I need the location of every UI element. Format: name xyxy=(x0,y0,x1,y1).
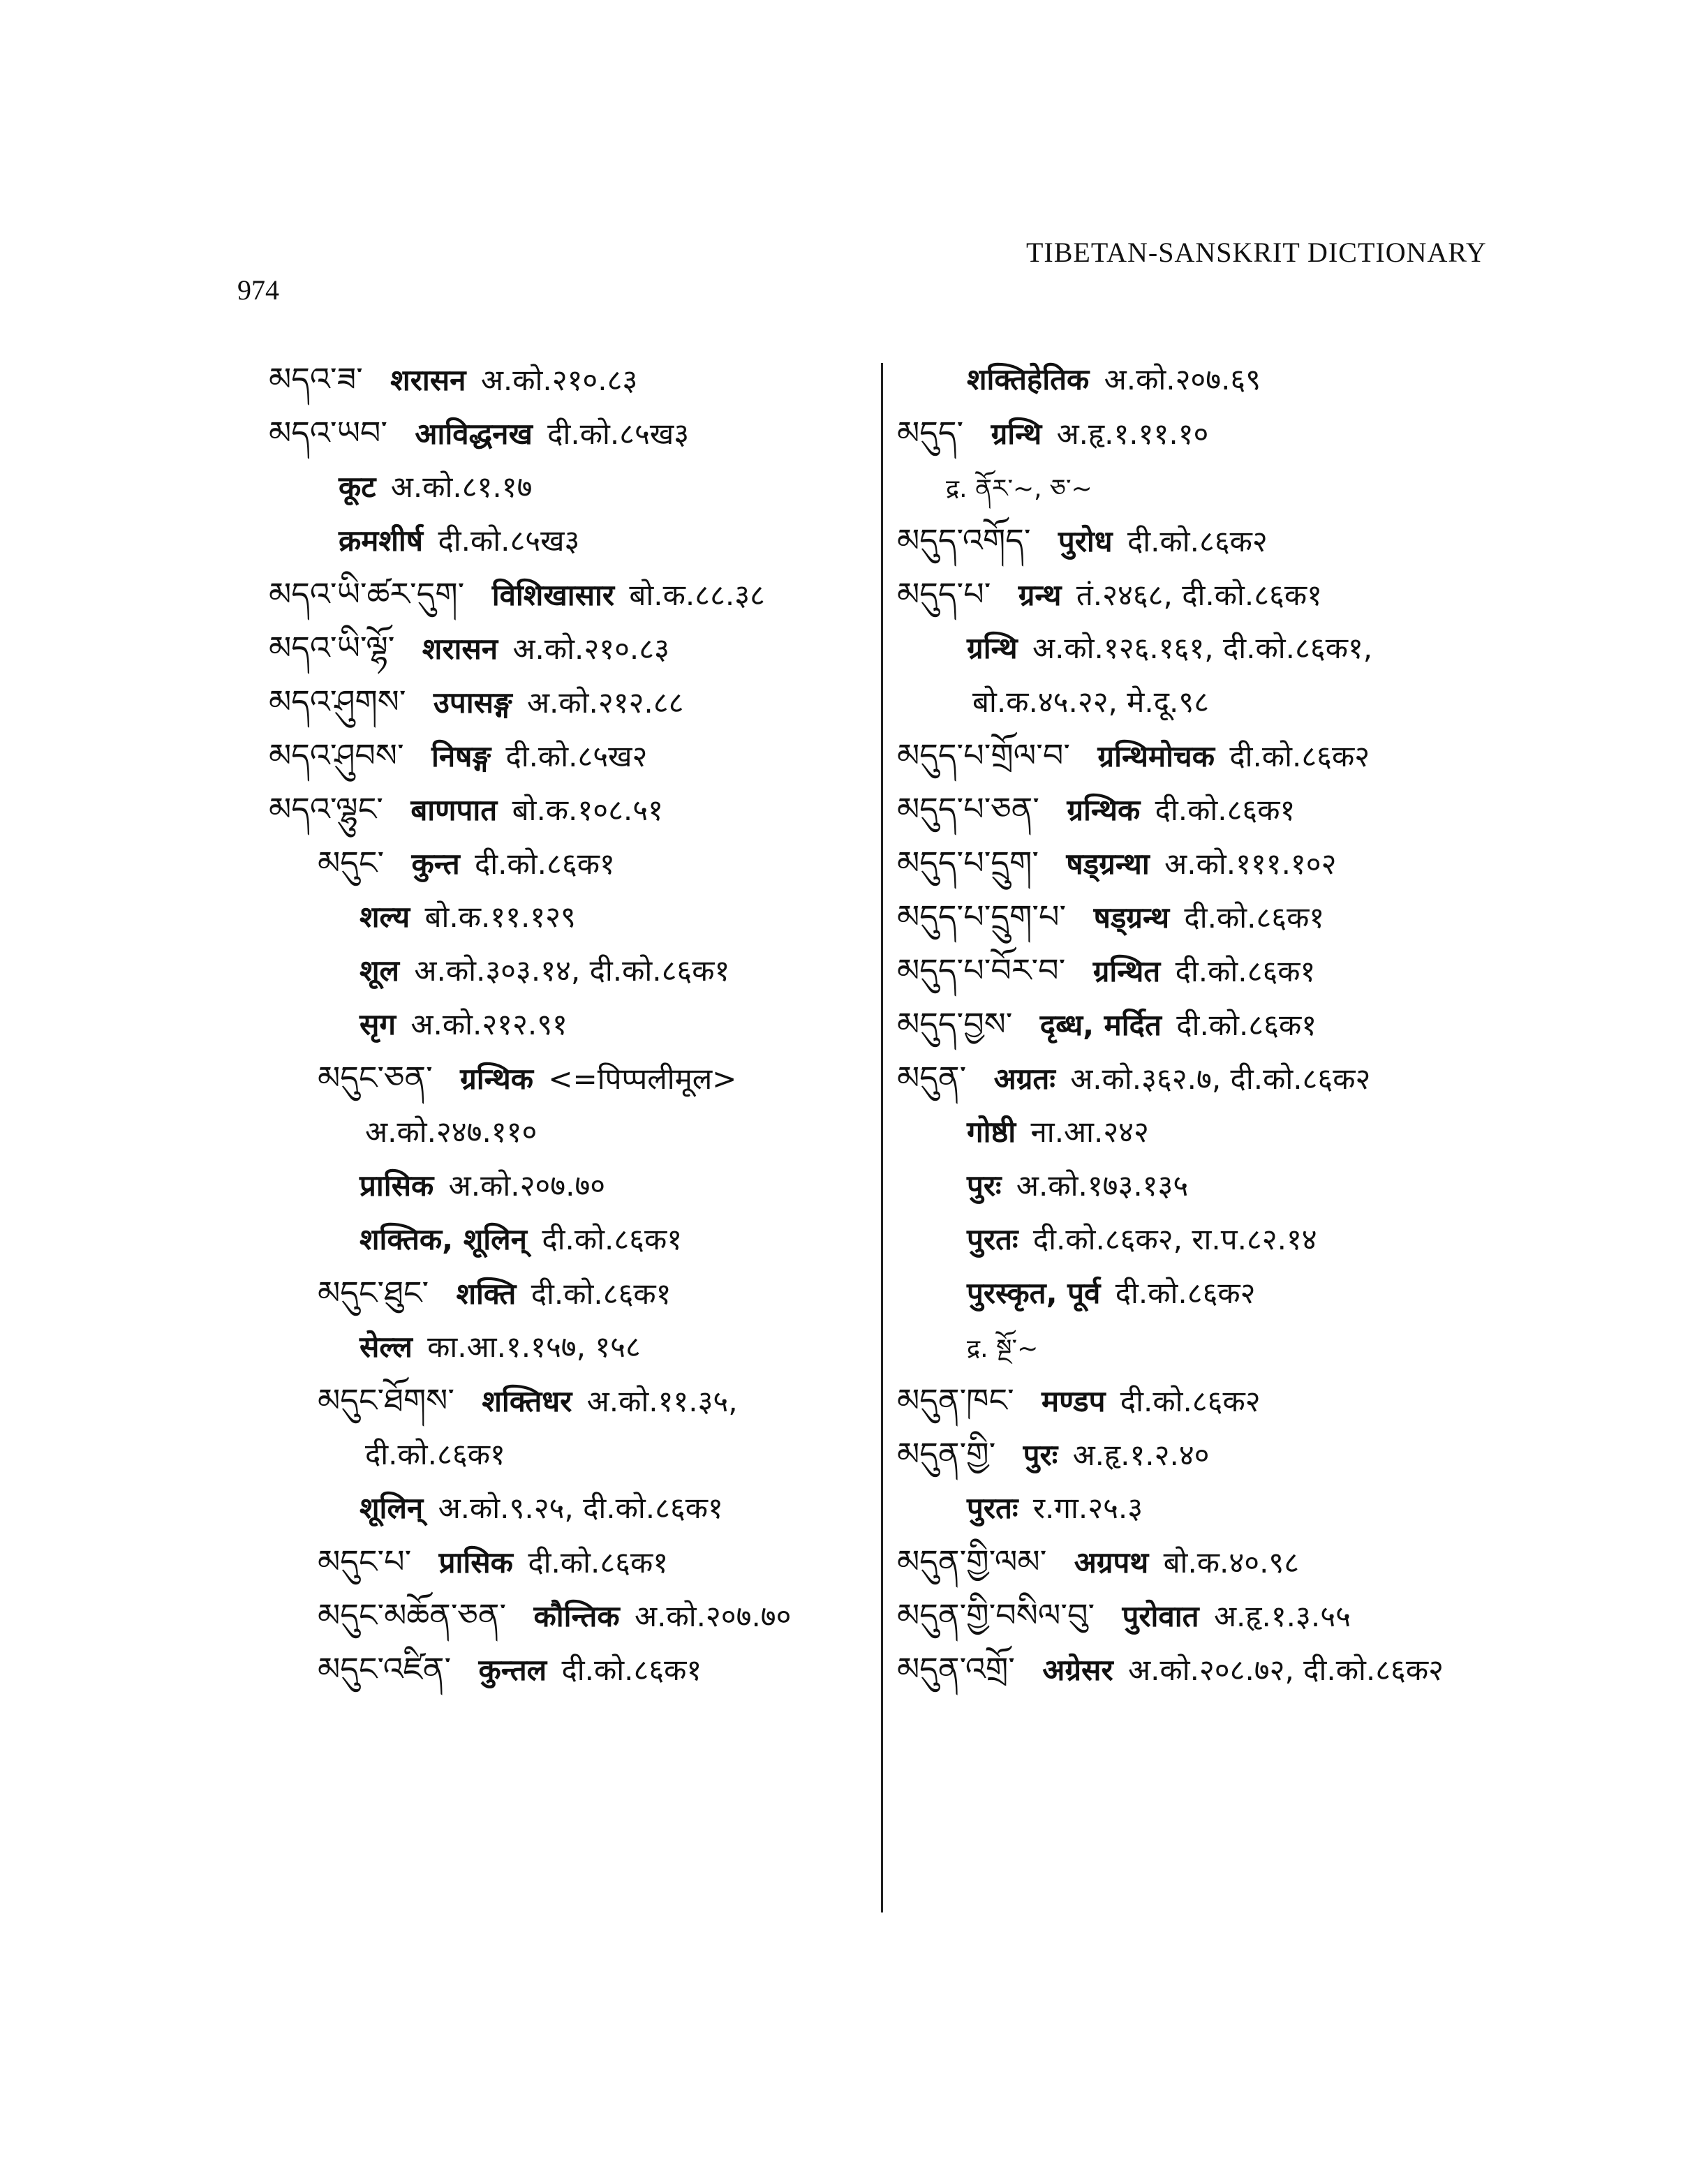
dictionary-entry-line xyxy=(269,1481,869,1535)
sanskrit-equivalent: पुरतः xyxy=(967,1491,1018,1525)
tibetan-headword: མདའ་ཡབ་ xyxy=(269,414,388,452)
tibetan-headword: མདུང་ཐུང་ xyxy=(318,1274,429,1312)
tibetan-headword: མདའ་ཤུབས་ xyxy=(269,736,404,774)
dictionary-entry-line xyxy=(269,621,869,675)
sanskrit-equivalent: प्रासिक xyxy=(438,1545,513,1580)
source-reference: अ.को.१७३.१३५ xyxy=(1016,1168,1189,1203)
tibetan-headword: མདུན་གྱི་བསིལ་བུ་ xyxy=(897,1596,1095,1634)
source-reference: अ.को.१११.१०२ xyxy=(1164,847,1337,881)
source-reference: दी.को.८५ख२ xyxy=(505,739,648,773)
source-reference: दी.को.८६क१ xyxy=(475,847,615,881)
source-reference: अ.को.२०७.७० xyxy=(635,1599,792,1633)
dictionary-entry-line xyxy=(897,406,1553,460)
sanskrit-equivalent: षड्ग्रन्था xyxy=(1066,847,1150,881)
dictionary-entry-line xyxy=(897,1320,1553,1374)
source-reference: तं.२४६८, दी.को.८६क१ xyxy=(1076,578,1322,612)
tibetan-headword: མདུན་འགྲོ་ xyxy=(897,1650,1015,1688)
tibetan-headword: མདུད་ xyxy=(897,414,964,452)
source-reference: <=पिप्पलीमूल> xyxy=(548,1062,737,1096)
source-reference: बो.क.८८.३८ xyxy=(629,578,765,612)
sanskrit-equivalent: निषङ्ग xyxy=(431,739,491,773)
sanskrit-equivalent: पुरः xyxy=(1023,1438,1058,1472)
dictionary-entry-line xyxy=(897,1266,1553,1320)
source-reference: अ.को.२०८.७२, दी.को.८६क२ xyxy=(1128,1653,1444,1687)
sanskrit-equivalent: ग्रन्थिक xyxy=(460,1062,533,1096)
dictionary-entry-line xyxy=(269,1266,869,1320)
dictionary-entry-line xyxy=(897,836,1553,890)
tibetan-headword: མདུད་པ་གྲོལ་བ་ xyxy=(897,736,1071,774)
sanskrit-equivalent: कूट xyxy=(339,470,376,504)
dictionary-entry-line xyxy=(897,352,1553,406)
source-reference: दी.को.८६क२, रा.प.८२.१४ xyxy=(1032,1222,1317,1256)
tibetan-headword: མདུན་ཁང་ xyxy=(897,1381,1014,1419)
dictionary-entry-line xyxy=(897,944,1553,997)
sanskrit-equivalent: बाणपात xyxy=(410,793,498,827)
tibetan-headword: མདུང་འཛིན་ xyxy=(318,1650,452,1688)
sanskrit-equivalent: ग्रन्थिक xyxy=(1067,793,1141,827)
sanskrit-equivalent: शक्तिक, शूलिन् xyxy=(360,1222,527,1256)
source-reference: अ.को.२४७.११० xyxy=(365,1115,538,1149)
sanskrit-equivalent: अग्रपथ xyxy=(1074,1545,1149,1580)
sanskrit-equivalent: पुरः xyxy=(967,1168,1002,1203)
dictionary-entry-line xyxy=(897,1051,1553,1105)
sanskrit-equivalent: अग्रेसर xyxy=(1042,1653,1113,1687)
source-reference: दी.को.८६क१ xyxy=(531,1277,672,1311)
dictionary-entry-line xyxy=(897,621,1553,675)
sanskrit-equivalent: पुरोवात xyxy=(1122,1599,1199,1633)
sanskrit-equivalent: शक्ति xyxy=(456,1277,517,1311)
source-reference: अ.को.८१.१७ xyxy=(390,470,533,504)
right-column xyxy=(897,352,1553,1696)
sanskrit-equivalent: ग्रन्थित xyxy=(1092,954,1161,988)
sanskrit-equivalent: गोष्ठी xyxy=(967,1115,1016,1149)
source-reference: अ.को.२१२.८८ xyxy=(526,685,684,720)
source-reference: अ.को.३०३.१४, दी.को.८६क१ xyxy=(414,953,730,988)
tibetan-headword: མདུན་ xyxy=(897,1059,967,1097)
source-reference: अ.को.२०७.७० xyxy=(448,1168,606,1203)
source-reference: दी.को.८६क१ xyxy=(528,1545,669,1580)
dictionary-entry-line xyxy=(269,1535,869,1589)
sanskrit-equivalent: अग्रतः xyxy=(993,1062,1055,1096)
sanskrit-equivalent: सेल्ल xyxy=(360,1330,413,1364)
dictionary-entry-line xyxy=(269,1589,869,1642)
running-head: TIBETAN-SANSKRIT DICTIONARY xyxy=(1026,237,1487,268)
tibetan-headword: མདུང་ཐོགས་ xyxy=(318,1381,455,1419)
source-reference: अ.हृ.१.२.४० xyxy=(1072,1438,1210,1472)
sanskrit-equivalent: ग्रन्थि xyxy=(991,417,1042,451)
column-divider xyxy=(881,363,883,1912)
sanskrit-equivalent: शक्तिधर xyxy=(482,1384,572,1418)
source-reference: दी.को.८६क२ xyxy=(1115,1276,1256,1310)
source-reference: का.आ.१.१५७, १५८ xyxy=(427,1330,641,1364)
tibetan-headword: མདུད་པ་ xyxy=(897,575,991,613)
sanskrit-equivalent: षड्ग्रन्थ xyxy=(1093,900,1170,935)
sanskrit-equivalent: शक्तिहेतिक xyxy=(967,362,1090,396)
dictionary-entry-line xyxy=(897,1481,1553,1535)
sanskrit-equivalent: आविद्धनख xyxy=(415,417,533,451)
source-reference: अ.को.२१२.९१ xyxy=(410,1007,568,1041)
cross-reference-note: द्र. སྔོ་~ xyxy=(967,1335,1039,1363)
dictionary-entry-line xyxy=(269,1427,869,1481)
sanskrit-equivalent: सृग xyxy=(360,1007,396,1041)
tibetan-headword: མདུད་པ་ཅན་ xyxy=(897,790,1039,828)
dictionary-entry-line xyxy=(897,675,1553,729)
sanskrit-equivalent: विशिखासार xyxy=(491,578,615,612)
source-reference: दी.को.८५ख३ xyxy=(547,417,690,451)
tibetan-headword: མདའ་ཡི་ལྷོ་ xyxy=(269,629,395,667)
source-reference: दी.को.८६क१ xyxy=(365,1437,505,1471)
sanskrit-equivalent: क्रमशीर्ष xyxy=(339,523,424,558)
dictionary-entry-line xyxy=(897,460,1553,514)
source-reference: दी.को.८६क२ xyxy=(1229,739,1370,773)
tibetan-headword: མདའ་ཤུགས་ xyxy=(269,683,406,720)
dictionary-entry-line xyxy=(269,1105,869,1159)
source-reference: बो.क.४५.२२, मे.दू.९८ xyxy=(972,685,1210,719)
dictionary-entry-line xyxy=(269,1212,869,1266)
tibetan-headword: མདུད་པ་དྲུག་པ་ xyxy=(897,898,1067,935)
sanskrit-equivalent: कुन्त xyxy=(411,847,460,881)
source-reference: दी.को.८६क१ xyxy=(561,1653,702,1687)
source-reference: बो.क.११.१२९ xyxy=(424,900,576,934)
dictionary-entry-line xyxy=(269,1051,869,1105)
dictionary-entry-line xyxy=(269,352,869,406)
dictionary-entry-line xyxy=(897,997,1553,1051)
source-reference: अ.को.१२६.१६१, दी.को.८६क१, xyxy=(1032,631,1373,665)
tibetan-headword: མདུང་ཅན་ xyxy=(318,1059,433,1097)
source-reference: र.गा.२५.३ xyxy=(1032,1491,1143,1525)
dictionary-entry-line xyxy=(269,890,869,944)
source-reference: दी.को.८६क१ xyxy=(1155,793,1296,827)
dictionary-entry-line xyxy=(269,406,869,460)
tibetan-headword: མདུད་འགོད་ xyxy=(897,521,1031,559)
sanskrit-equivalent: प्रासिक xyxy=(360,1168,434,1203)
tibetan-headword: མདུང་ xyxy=(318,844,385,882)
tibetan-headword: མདའ་ལྷུང་ xyxy=(269,790,383,828)
sanskrit-equivalent: ग्रन्थ xyxy=(1018,578,1062,612)
source-reference: अ.को.११.३५, xyxy=(586,1384,738,1418)
tibetan-headword: མདའ་ཟ་ xyxy=(269,360,363,398)
dictionary-entry-line xyxy=(897,782,1553,836)
sanskrit-equivalent: उपासङ्ग xyxy=(433,685,512,720)
source-reference: अ.को.३६२.७, दी.को.८६क२ xyxy=(1070,1062,1371,1096)
page-number: 974 xyxy=(237,274,279,306)
dictionary-entry-line xyxy=(269,1320,869,1374)
dictionary-entry-line xyxy=(269,675,869,729)
source-reference: बो.क.४०.९८ xyxy=(1163,1545,1300,1580)
dictionary-entry-line xyxy=(269,1374,869,1427)
sanskrit-equivalent: पुरतः xyxy=(967,1222,1018,1256)
dictionary-entry-line xyxy=(897,890,1553,944)
dictionary-entry-line xyxy=(897,1589,1553,1642)
tibetan-headword: མདུད་པ་དྲུག་ xyxy=(897,844,1039,882)
source-reference: अ.को.२१०.८३ xyxy=(480,363,638,397)
sanskrit-equivalent: कौन्तिक xyxy=(533,1599,620,1633)
sanskrit-equivalent: मण्डप xyxy=(1042,1384,1106,1418)
tibetan-headword: མདུང་པ་ xyxy=(318,1543,412,1580)
tibetan-headword: མདུན་གྱི་ལམ་ xyxy=(897,1543,1047,1580)
dictionary-entry-line xyxy=(269,729,869,782)
sanskrit-equivalent: शरासन xyxy=(422,632,498,666)
sanskrit-equivalent: शल्य xyxy=(360,900,410,934)
dictionary-entry-line xyxy=(897,567,1553,621)
dictionary-entry-line xyxy=(897,1159,1553,1212)
dictionary-entry-line xyxy=(269,1642,869,1696)
dictionary-entry-line xyxy=(897,1642,1553,1696)
dictionary-entry-line xyxy=(897,1535,1553,1589)
sanskrit-equivalent: ग्रन्थिमोचक xyxy=(1097,739,1215,773)
sanskrit-equivalent: दृब्ध, मर्दित xyxy=(1039,1008,1162,1042)
source-reference: ना.आ.२४२ xyxy=(1030,1115,1149,1149)
dictionary-entry-line xyxy=(269,514,869,567)
sanskrit-equivalent: कुन्तल xyxy=(478,1653,547,1687)
dictionary-entry-line xyxy=(897,1212,1553,1266)
sanskrit-equivalent: शूल xyxy=(360,953,400,988)
tibetan-headword: མདུད་བྱས་ xyxy=(897,1005,1013,1043)
source-reference: दी.को.८६क२ xyxy=(1120,1384,1261,1418)
dictionary-entry-line xyxy=(897,1105,1553,1159)
source-reference: दी.को.८६क१ xyxy=(542,1222,683,1256)
dictionary-entry-line xyxy=(897,729,1553,782)
source-reference: दी.को.८६क२ xyxy=(1127,524,1268,558)
source-reference: अ.को.२०७.६९ xyxy=(1104,362,1261,396)
sanskrit-equivalent: पुरोध xyxy=(1058,524,1113,558)
cross-reference-note: द्र. ནོར་~, ཅ་~ xyxy=(946,475,1092,503)
dictionary-entry-line xyxy=(897,1427,1553,1481)
sanskrit-equivalent: शरासन xyxy=(390,363,466,397)
sanskrit-equivalent: पुरस्कृत, पूर्व xyxy=(967,1276,1101,1310)
source-reference: दी.को.८५ख३ xyxy=(438,523,580,558)
dictionary-entry-line xyxy=(897,1374,1553,1427)
source-reference: अ.हृ.१.११.१० xyxy=(1056,417,1209,451)
tibetan-headword: མདའ་ཡི་ཚར་དུག་ xyxy=(269,575,465,613)
source-reference: दी.को.८६क१ xyxy=(1184,900,1325,935)
tibetan-headword: མདུན་གྱི་ xyxy=(897,1435,996,1473)
source-reference: दी.को.८६क१ xyxy=(1176,1008,1317,1042)
source-reference: दी.को.८६क१ xyxy=(1175,954,1316,988)
tibetan-headword: མདུད་པ་བོར་བ་ xyxy=(897,951,1066,989)
dictionary-entry-line xyxy=(269,1159,869,1212)
dictionary-entry-line xyxy=(269,944,869,997)
dictionary-entry-line xyxy=(269,836,869,890)
source-reference: अ.हृ.१.३.५५ xyxy=(1213,1599,1351,1633)
dictionary-entry-line xyxy=(269,782,869,836)
dictionary-entry-line xyxy=(897,514,1553,567)
dictionary-entry-line xyxy=(269,460,869,514)
source-reference: अ.को.९.२५, दी.को.८६क१ xyxy=(438,1491,723,1525)
dictionary-entry-line xyxy=(269,567,869,621)
dictionary-entry-line xyxy=(269,997,869,1051)
sanskrit-equivalent: शूलिन् xyxy=(360,1491,424,1525)
left-column xyxy=(269,352,869,1696)
source-reference: बो.क.१०८.५१ xyxy=(512,793,663,827)
source-reference: अ.को.२१०.८३ xyxy=(512,632,669,666)
tibetan-headword: མདུང་མཆོན་ཅན་ xyxy=(318,1596,507,1634)
sanskrit-equivalent: ग्रन्थि xyxy=(967,631,1018,665)
